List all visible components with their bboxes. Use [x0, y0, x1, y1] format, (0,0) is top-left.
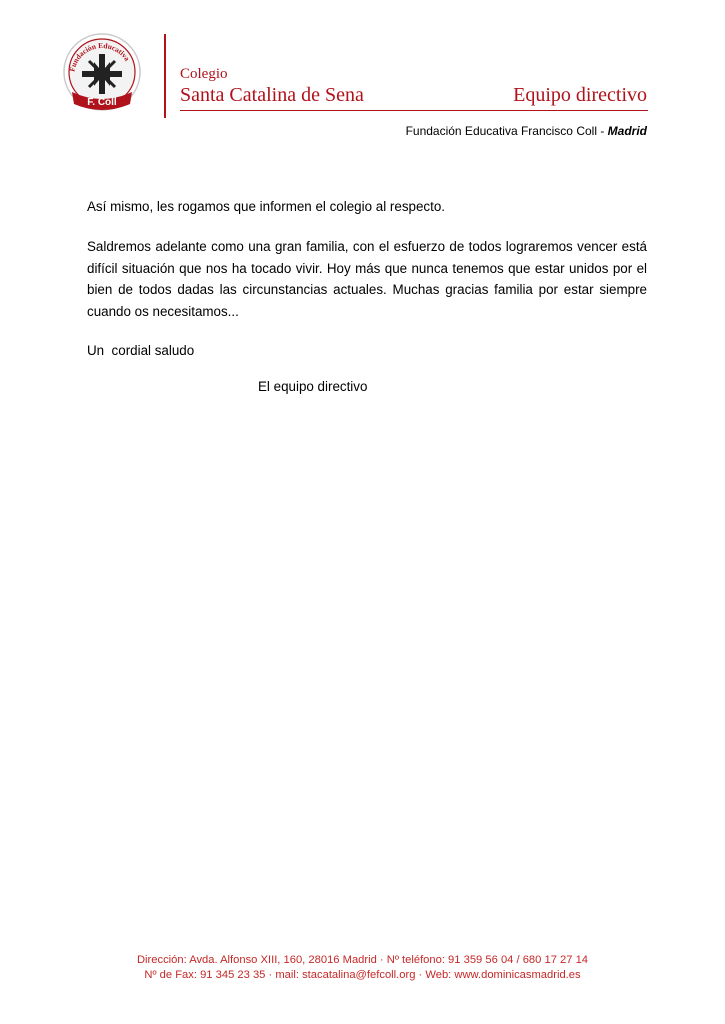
- paragraph-1: Así mismo, les rogamos que informen el colegio al respecto.: [87, 199, 445, 214]
- header-horizontal-divider: [180, 110, 648, 111]
- school-logo-icon: [60, 32, 144, 116]
- paragraph-2: Saldremos adelante como una gran familia, con el esfuerzo de todos lograremos vencer está difícil situación que nos ha tocado vivir. Hoy más que nunca tenemos que estar unidos por el bien de todos dadas las circunstancias actuales. Muchas gracias familia por estar siempre cuando os necesitamos...: [87, 239, 647, 319]
- closing-greeting: Un cordial saludo: [87, 343, 195, 358]
- footer-contact-line: Nº de Fax: 91 345 23 35 · mail: stacatalina@fefcoll.org · Web: www.dominicasmadrid.es: [144, 969, 581, 981]
- colegio-label: Colegio: [180, 66, 228, 82]
- department-title: Equipo directivo: [513, 84, 647, 106]
- foundation-line: [406, 124, 647, 138]
- foundation-name: Fundación Educativa Francisco Coll -: [405, 124, 608, 138]
- school-name: Santa Catalina de Sena: [180, 84, 364, 106]
- svg-text:Fundación Educativa: Fundación Educativa: [67, 40, 132, 73]
- signature: El equipo directivo: [258, 379, 368, 394]
- header-vertical-divider: [164, 34, 166, 118]
- footer-address-line: Dirección: Avda. Alfonso XIII, 160, 28016 Madrid · Nº teléfono: 91 359 56 04 / 680 17 27 14: [136, 954, 589, 966]
- foundation-city: Madrid: [607, 124, 647, 138]
- svg-text:F. Coll: F. Coll: [87, 97, 117, 108]
